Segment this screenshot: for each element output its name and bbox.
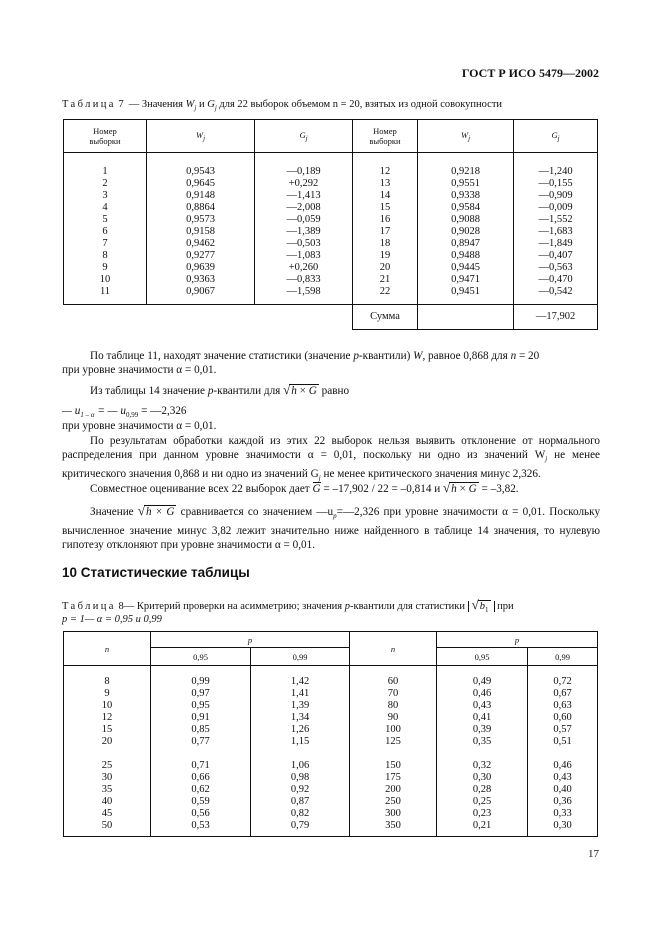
- q099-value: 0,43: [528, 772, 598, 784]
- g-value: —0,155: [514, 178, 598, 190]
- table-row: [64, 760, 598, 772]
- sample-number: 14: [353, 190, 418, 202]
- q095-value: 0,39: [437, 724, 528, 736]
- sample-number: 17: [353, 226, 418, 238]
- g-value: —0,470: [514, 274, 598, 286]
- q095-value: 0,62: [151, 784, 251, 796]
- n-value: 10: [64, 700, 151, 712]
- g-value: —1,552: [514, 214, 598, 226]
- table7-and: и: [198, 99, 205, 110]
- q095-value: 0,97: [151, 688, 251, 700]
- p2-a: Из таблицы 14 значение: [90, 385, 206, 397]
- g-value: —0,909: [514, 190, 598, 202]
- q099-value: 1,39: [251, 700, 350, 712]
- w-value: 0,9543: [147, 166, 255, 178]
- col-w-symbol-2: W: [460, 129, 469, 140]
- paragraph-2: Из таблицы 14 значение p-квантили для √h × G равно: [90, 382, 350, 397]
- table-row: [64, 166, 598, 178]
- t8-col-n: [64, 632, 151, 666]
- p3-b-sub: j: [318, 474, 321, 483]
- t8-col-p-text: p: [247, 634, 253, 645]
- table7-number: 7: [118, 99, 127, 110]
- q095-value: 0,56: [151, 808, 251, 820]
- w-value: 0,9573: [147, 214, 255, 226]
- sample-number: 5: [64, 214, 147, 226]
- p4-times: ×: [459, 483, 466, 495]
- equation-quantile: [62, 405, 187, 419]
- w-value: 0,8864: [147, 202, 255, 214]
- paragraph-5: Значение √h × G сравнивается со значением $—u_p=—2,326$ при уровне значимости α = 0,01. Поскольку вычисленное значение минус 3,82 лежит значительно ниже найденного в таблице 14 значения, то нулевую гипотезу отклоняют при уровне значимости α = 0,01.: [62, 503, 601, 552]
- n-value: 80: [350, 700, 437, 712]
- w-value: 0,9645: [147, 178, 255, 190]
- q095-value: 0,99: [151, 676, 251, 688]
- t8-col-n-2: [350, 632, 437, 666]
- q099-value: 1,34: [251, 712, 350, 724]
- p2-c: равно: [321, 385, 350, 397]
- p1-p-var: p: [353, 350, 359, 362]
- col-g-sub: j: [305, 134, 308, 143]
- g-value: —0,059: [255, 214, 353, 226]
- sample-number: 15: [353, 202, 418, 214]
- n-value: 50: [64, 820, 151, 837]
- q099-value: 0,82: [251, 808, 350, 820]
- table-row: [64, 820, 598, 837]
- q099-value: 0,36: [528, 796, 598, 808]
- sample-number: 21: [353, 274, 418, 286]
- t8-col-p-text-2: p: [514, 634, 520, 645]
- paragraph-4: Совместное оценивание всех 22 выборок дает G = –17,902 / 22 = –0,814 и √h × G = –3,82.: [90, 480, 519, 495]
- table7-g-sub: j: [214, 104, 217, 113]
- n-value: 9: [64, 688, 151, 700]
- table8-b-sub: 1: [485, 606, 489, 615]
- col-sample-line1: Номер: [93, 126, 117, 136]
- n-value: 350: [350, 820, 437, 837]
- p4-c: = –3,82.: [481, 483, 519, 495]
- g-value: —1,598: [255, 286, 353, 298]
- table8-label: Таблица: [62, 601, 116, 612]
- col-w-header-2: [418, 120, 514, 153]
- p1-a: По таблице 11, находят значение статистики (значение: [90, 350, 351, 362]
- sample-number: 11: [64, 286, 147, 298]
- table-row: [64, 274, 598, 286]
- table8-caption-line2: [62, 614, 162, 625]
- q099-value: 1,42: [251, 676, 350, 688]
- eq-sub2: 0,99: [126, 411, 139, 420]
- n-value: 60: [350, 676, 437, 688]
- p1-c: , равное 0,868 для: [422, 350, 508, 362]
- g-value: —0,833: [255, 274, 353, 286]
- q095-value: 0,35: [437, 736, 528, 748]
- q095-value: 0,66: [151, 772, 251, 784]
- w-value: 0,9471: [418, 274, 514, 286]
- table-row: [64, 202, 598, 214]
- table-row: [64, 700, 598, 712]
- q099-value: 0,92: [251, 784, 350, 796]
- col-g-header-2: [514, 120, 598, 153]
- p2-p-var: p: [207, 385, 214, 397]
- p2-b: -квантили для: [213, 385, 281, 397]
- q099-value: 1,26: [251, 724, 350, 736]
- p3-c: не менее критического значения минус 2,326.: [323, 468, 541, 481]
- t8-col-099: 0,99: [251, 648, 350, 666]
- table-row: [64, 190, 598, 202]
- table8-title-c: при: [497, 601, 514, 612]
- w-value: 0,9067: [147, 286, 255, 298]
- w-value: 0,9639: [147, 262, 255, 274]
- table-row: [64, 286, 598, 298]
- g-value: —1,849: [514, 238, 598, 250]
- sample-number: 8: [64, 250, 147, 262]
- q095-value: 0,25: [437, 796, 528, 808]
- col-w-sub: j: [203, 134, 206, 143]
- g-value: —0,503: [255, 238, 353, 250]
- w-value: 0,8947: [418, 238, 514, 250]
- p5-b: сравнивается со значением —u: [180, 506, 334, 518]
- sum-label: Сумма: [353, 305, 418, 330]
- t8-col-099-2: 0,99: [528, 648, 598, 666]
- table-row: [64, 676, 598, 688]
- standard-code: ГОСТ Р ИСО 5479—2002: [461, 66, 599, 80]
- q095-value: 0,43: [437, 700, 528, 712]
- col-w-header: [147, 120, 255, 153]
- g-value: —1,413: [255, 190, 353, 202]
- col-g-symbol-2: G: [551, 129, 558, 140]
- w-value: 0,9028: [418, 226, 514, 238]
- g-value: —1,083: [255, 250, 353, 262]
- sample-number: 13: [353, 178, 418, 190]
- sample-number: 20: [353, 262, 418, 274]
- q095-value: 0,21: [437, 820, 528, 837]
- q095-value: 0,49: [437, 676, 528, 688]
- q095-value: 0,95: [151, 700, 251, 712]
- q099-value: 0,79: [251, 820, 350, 837]
- n-value: 300: [350, 808, 437, 820]
- p1-b: -квантили): [358, 350, 411, 362]
- eq-mid: = — u: [97, 405, 127, 417]
- q095-value: 0,91: [151, 712, 251, 724]
- q099-value: 0,51: [528, 736, 598, 748]
- g-value: +0,260: [255, 262, 353, 274]
- t8-col-n-text: n: [104, 643, 110, 654]
- q095-value: 0,30: [437, 772, 528, 784]
- w-value: 0,9088: [418, 214, 514, 226]
- col-sample-line2-2: выборки: [369, 136, 401, 146]
- p5-a: Значение: [90, 506, 134, 518]
- col-sample-line1-2: Номер: [373, 126, 397, 136]
- q099-value: 0,40: [528, 784, 598, 796]
- w-value: 0,9277: [147, 250, 255, 262]
- table-row: [64, 688, 598, 700]
- q099-value: 1,06: [251, 760, 350, 772]
- table-row: [64, 712, 598, 724]
- p1-n-var: n: [510, 350, 517, 362]
- eq-end: = —2,326: [141, 405, 187, 417]
- table8: [63, 631, 598, 837]
- table-row: [64, 226, 598, 238]
- q095-value: 0,77: [151, 736, 251, 748]
- w-value: 0,9158: [147, 226, 255, 238]
- q095-value: 0,53: [151, 820, 251, 837]
- table7-title-pre: — Значения: [128, 99, 184, 110]
- q099-value: 0,60: [528, 712, 598, 724]
- n-value: 150: [350, 760, 437, 772]
- q099-value: 0,46: [528, 760, 598, 772]
- q095-value: 0,28: [437, 784, 528, 796]
- n-value: 175: [350, 772, 437, 784]
- sample-number: 9: [64, 262, 147, 274]
- q095-value: 0,23: [437, 808, 528, 820]
- n-value: 35: [64, 784, 151, 796]
- sample-number: 3: [64, 190, 147, 202]
- g-value: —0,563: [514, 262, 598, 274]
- table8-caption: [62, 597, 514, 614]
- col-g-sub-2: j: [557, 134, 560, 143]
- w-value: 0,9338: [418, 190, 514, 202]
- g-value: —1,240: [514, 166, 598, 178]
- w-value: 0,9363: [147, 274, 255, 286]
- p2-h-var: h: [291, 385, 297, 397]
- col-g-header: [255, 120, 353, 153]
- sample-number: 4: [64, 202, 147, 214]
- w-value: 0,9551: [418, 178, 514, 190]
- q099-value: 0,67: [528, 688, 598, 700]
- p5-times: ×: [155, 506, 163, 518]
- n-value: 8: [64, 676, 151, 688]
- table8-title-a: — Критерий проверки на асимметрию; значения: [123, 601, 343, 612]
- equation-line2: при уровне значимости α = 0,01.: [62, 420, 217, 432]
- table8-title-b: -квантили для статистики: [350, 601, 466, 612]
- col-sample-line2: выборки: [89, 136, 121, 146]
- w-value: 0,9584: [418, 202, 514, 214]
- q099-value: 0,33: [528, 808, 598, 820]
- g-value: —1,389: [255, 226, 353, 238]
- w-value: 0,9451: [418, 286, 514, 298]
- n-value: 30: [64, 772, 151, 784]
- table-row: [64, 250, 598, 262]
- table-row: [64, 808, 598, 820]
- w-value: 0,9218: [418, 166, 514, 178]
- p4-g-var-2: G: [468, 483, 477, 495]
- paragraph-1: [62, 349, 600, 378]
- n-value: 100: [350, 724, 437, 736]
- table-row: [64, 214, 598, 226]
- g-value: —0,009: [514, 202, 598, 214]
- table8-b-sym: b: [479, 601, 486, 612]
- table8-title-line2: p = 1— α = 0,95 и 0,99: [62, 614, 162, 625]
- table-row: [64, 796, 598, 808]
- w-value: 0,9445: [418, 262, 514, 274]
- table-row: [64, 724, 598, 736]
- p3-text: По результатам обработки каждой из этих 22 выборок нельзя выявить отклонение от нормального распределения при данном уровне значимости α = 0,01, поскольку ни одно из значений W: [62, 435, 600, 462]
- table-row: [64, 784, 598, 796]
- table8-p-var: p: [344, 601, 351, 612]
- paragraph-3: [62, 434, 600, 486]
- q095-value: 0,71: [151, 760, 251, 772]
- q095-value: 0,32: [437, 760, 528, 772]
- q099-value: 1,15: [251, 736, 350, 748]
- section-title: 10 Статистические таблицы: [62, 565, 250, 580]
- sample-number: 16: [353, 214, 418, 226]
- t8-col-095: 0,95: [151, 648, 251, 666]
- n-value: 12: [64, 712, 151, 724]
- table7: [63, 119, 598, 330]
- q099-value: 0,98: [251, 772, 350, 784]
- t8-col-p: [151, 632, 350, 648]
- n-value: 200: [350, 784, 437, 796]
- p2-times: ×: [299, 385, 306, 397]
- eq-u: — u: [62, 405, 81, 417]
- p4-a: Совместное оценивание всех 22 выборок дает: [90, 483, 310, 495]
- n-value: 40: [64, 796, 151, 808]
- sample-number: 2: [64, 178, 147, 190]
- col-w-symbol: W: [195, 129, 204, 140]
- p5-c: =—2,326 при уровне значимости α = 0,01. Поскольку вычисленное значение минус 3,82 лежит значительно ниже найденного в таблице 14 значения, то нулевую гипотезу отклоняют при уровне значимости α = 0,01.: [62, 506, 601, 552]
- g-value: —0,189: [255, 166, 353, 178]
- g-value: —0,542: [514, 286, 598, 298]
- table-row: [64, 772, 598, 784]
- table-row: [64, 262, 598, 274]
- q099-value: 0,30: [528, 820, 598, 837]
- q099-value: 1,41: [251, 688, 350, 700]
- sample-number: 1: [64, 166, 147, 178]
- table8-abs-stat: $√b_1$: [468, 601, 495, 612]
- sample-number: 12: [353, 166, 418, 178]
- q099-value: 0,57: [528, 724, 598, 736]
- p1-w-var: W: [413, 350, 423, 362]
- table-row: [64, 736, 598, 748]
- table8-number: 8: [118, 601, 124, 612]
- w-value: 0,9462: [147, 238, 255, 250]
- page-number: 17: [588, 848, 599, 860]
- sample-number: 7: [64, 238, 147, 250]
- p4-g-var: G: [312, 483, 321, 495]
- sum-value: —17,902: [514, 305, 598, 330]
- sample-number: 19: [353, 250, 418, 262]
- n-value: 90: [350, 712, 437, 724]
- p1-line2: при уровне значимости α = 0,01.: [62, 364, 217, 377]
- g-value: +0,292: [255, 178, 353, 190]
- n-value: 250: [350, 796, 437, 808]
- table7-w-symbol: W: [185, 99, 195, 110]
- table-row: [64, 238, 598, 250]
- table7-caption: [62, 99, 502, 112]
- p5-g-var: G: [166, 506, 175, 518]
- col-w-sub-2: j: [468, 134, 471, 143]
- table7-g-symbol: G: [207, 99, 215, 110]
- w-value: 0,9488: [418, 250, 514, 262]
- col-sample-header: [64, 120, 147, 153]
- g-value: —1,683: [514, 226, 598, 238]
- p2-g-var: G: [308, 385, 317, 397]
- q095-value: 0,46: [437, 688, 528, 700]
- sample-number: 22: [353, 286, 418, 298]
- n-value: 70: [350, 688, 437, 700]
- eq-sub1: 1 – α: [80, 411, 95, 420]
- n-value: 15: [64, 724, 151, 736]
- q095-value: 0,85: [151, 724, 251, 736]
- p5-h-var: h: [146, 506, 152, 518]
- p3-b: не менее критического значения 0,868 и ни одно из значений G: [62, 449, 600, 481]
- q099-value: 0,72: [528, 676, 598, 688]
- p5-sub: p: [333, 512, 337, 521]
- q095-value: 0,59: [151, 796, 251, 808]
- table7-w-sub: j: [194, 104, 197, 113]
- q099-value: 0,87: [251, 796, 350, 808]
- sample-number: 6: [64, 226, 147, 238]
- col-g-symbol: G: [299, 129, 306, 140]
- table7-label: Таблица: [62, 99, 116, 110]
- n-value: 45: [64, 808, 151, 820]
- sample-number: 18: [353, 238, 418, 250]
- p4-b: = –17,902 / 22 = –0,814 и: [323, 483, 441, 495]
- table7-title-post: для 22 выборок объемом n = 20, взятых из одной совокупности: [219, 99, 503, 110]
- p4-h-var: h: [451, 483, 457, 495]
- p3-sub: j: [545, 455, 548, 464]
- sample-number: 10: [64, 274, 147, 286]
- t8-col-p-2: [437, 632, 598, 648]
- n-value: 20: [64, 736, 151, 748]
- n-value: 25: [64, 760, 151, 772]
- n-value: 125: [350, 736, 437, 748]
- t8-col-095-2: 0,95: [437, 648, 528, 666]
- g-value: —0,407: [514, 250, 598, 262]
- q095-value: 0,41: [437, 712, 528, 724]
- table-row: [64, 178, 598, 190]
- t8-col-n-text-2: n: [390, 643, 396, 654]
- g-value: —2,008: [255, 202, 353, 214]
- col-sample-header-2: [353, 120, 418, 153]
- q099-value: 0,63: [528, 700, 598, 712]
- w-value: 0,9148: [147, 190, 255, 202]
- p1-d: = 20: [518, 350, 540, 362]
